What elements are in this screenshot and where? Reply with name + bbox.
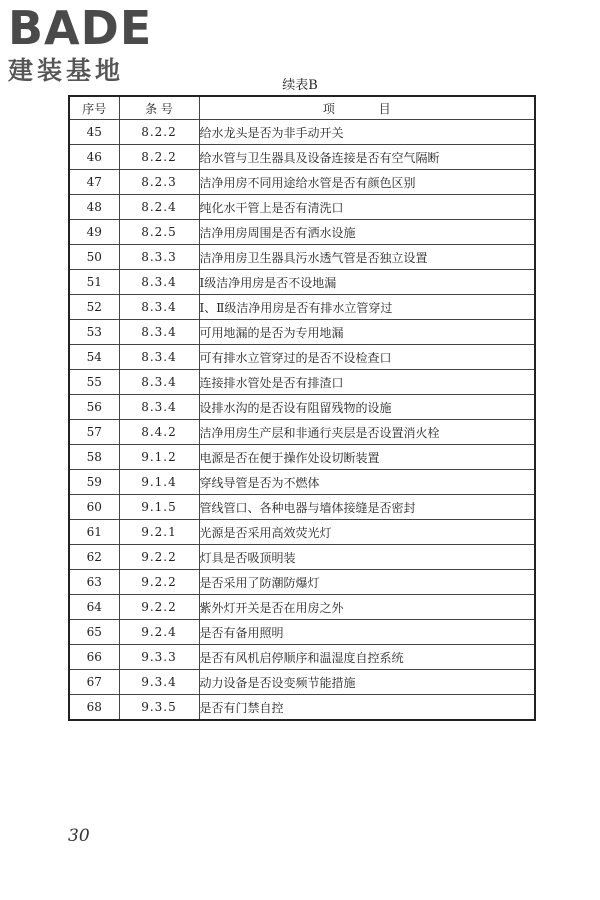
row-item-text: 灯具是否吸顶明装 xyxy=(199,545,535,570)
row-clause-number: 8.2.5 xyxy=(119,220,199,245)
row-clause-number: 9.2.2 xyxy=(119,570,199,595)
table-row xyxy=(69,420,535,445)
row-clause-number: 8.3.3 xyxy=(119,245,199,270)
row-clause-number: 9.2.1 xyxy=(119,520,199,545)
row-serial-number: 62 xyxy=(69,545,119,570)
row-serial-number: 58 xyxy=(69,445,119,470)
row-item-text: 洁净用房卫生器具污水透气管是否独立设置 xyxy=(199,245,535,270)
row-serial-number: 51 xyxy=(69,270,119,295)
row-clause-number: 9.2.2 xyxy=(119,595,199,620)
table-row xyxy=(69,695,535,721)
row-serial-number: 47 xyxy=(69,170,119,195)
row-clause-number: 8.2.2 xyxy=(119,120,199,145)
table-row xyxy=(69,345,535,370)
table-row xyxy=(69,320,535,345)
row-item-text: 是否采用了防潮防爆灯 xyxy=(199,570,535,595)
row-serial-number: 67 xyxy=(69,670,119,695)
row-clause-number: 9.1.5 xyxy=(119,495,199,520)
row-serial-number: 46 xyxy=(69,145,119,170)
row-clause-number: 8.3.4 xyxy=(119,370,199,395)
row-clause-number: 9.2.2 xyxy=(119,545,199,570)
table-row xyxy=(69,245,535,270)
row-serial-number: 56 xyxy=(69,395,119,420)
row-serial-number: 60 xyxy=(69,495,119,520)
table-row xyxy=(69,270,535,295)
header-serial-number: 序号 xyxy=(69,96,119,120)
table-caption: 续表B xyxy=(282,78,318,93)
inspection-table xyxy=(68,95,536,721)
row-item-text: 穿线导管是否为不燃体 xyxy=(199,470,535,495)
row-clause-number: 8.3.4 xyxy=(119,320,199,345)
row-item-text: 洁净用房生产层和非通行夹层是否设置消火栓 xyxy=(199,420,535,445)
table-row xyxy=(69,595,535,620)
row-item-text: 是否有门禁自控 xyxy=(199,695,535,721)
row-item-text: Ⅰ级洁净用房是否不设地漏 xyxy=(199,270,535,295)
row-serial-number: 65 xyxy=(69,620,119,645)
row-item-text: Ⅰ、Ⅱ级洁净用房是否有排水立管穿过 xyxy=(199,295,535,320)
row-serial-number: 45 xyxy=(69,120,119,145)
row-serial-number: 54 xyxy=(69,345,119,370)
row-clause-number: 8.3.4 xyxy=(119,270,199,295)
row-item-text: 光源是否采用高效荧光灯 xyxy=(199,520,535,545)
table-header-row xyxy=(69,96,535,120)
row-item-text: 是否有风机启停顺序和温湿度自控系统 xyxy=(199,645,535,670)
row-serial-number: 48 xyxy=(69,195,119,220)
row-clause-number: 8.3.4 xyxy=(119,295,199,320)
row-clause-number: 8.4.2 xyxy=(119,420,199,445)
page-number: 30 xyxy=(68,826,90,846)
row-clause-number: 9.1.2 xyxy=(119,445,199,470)
row-clause-number: 8.3.4 xyxy=(119,395,199,420)
row-serial-number: 49 xyxy=(69,220,119,245)
row-clause-number: 9.3.4 xyxy=(119,670,199,695)
table-row xyxy=(69,545,535,570)
row-item-text: 纯化水干管上是否有清洗口 xyxy=(199,195,535,220)
row-item-text: 洁净用房周围是否有洒水设施 xyxy=(199,220,535,245)
row-item-text: 设排水沟的是否设有阻留残物的设施 xyxy=(199,395,535,420)
row-item-text: 给水龙头是否为非手动开关 xyxy=(199,120,535,145)
logo-subtitle: 建装基地 xyxy=(8,56,125,85)
row-item-text: 给水管与卫生器具及设备连接是否有空气隔断 xyxy=(199,145,535,170)
table-row xyxy=(69,120,535,145)
row-item-text: 可用地漏的是否为专用地漏 xyxy=(199,320,535,345)
row-clause-number: 8.2.3 xyxy=(119,170,199,195)
table-row xyxy=(69,670,535,695)
row-serial-number: 57 xyxy=(69,420,119,445)
table-row xyxy=(69,620,535,645)
table-row xyxy=(69,145,535,170)
row-clause-number: 9.3.3 xyxy=(119,645,199,670)
row-item-text: 管线管口、各种电器与墙体接缝是否密封 xyxy=(199,495,535,520)
row-item-text: 连接排水管处是否有排渣口 xyxy=(199,370,535,395)
row-serial-number: 63 xyxy=(69,570,119,595)
row-clause-number: 8.2.2 xyxy=(119,145,199,170)
row-clause-number: 8.3.4 xyxy=(119,345,199,370)
row-serial-number: 53 xyxy=(69,320,119,345)
row-clause-number: 9.2.4 xyxy=(119,620,199,645)
row-item-text: 是否有备用照明 xyxy=(199,620,535,645)
table-row xyxy=(69,495,535,520)
table-row xyxy=(69,170,535,195)
table-row xyxy=(69,570,535,595)
row-clause-number: 8.2.4 xyxy=(119,195,199,220)
row-item-text: 洁净用房不同用途给水管是否有颜色区别 xyxy=(199,170,535,195)
row-serial-number: 61 xyxy=(69,520,119,545)
row-clause-number: 9.3.5 xyxy=(119,695,199,721)
table-row xyxy=(69,195,535,220)
row-item-text: 电源是否在便于操作处设切断装置 xyxy=(199,445,535,470)
table-row xyxy=(69,445,535,470)
table-row xyxy=(69,470,535,495)
row-serial-number: 68 xyxy=(69,695,119,721)
logo-brand-text: BADE xyxy=(8,1,153,55)
row-item-text: 动力设备是否设变频节能措施 xyxy=(199,670,535,695)
row-item-text: 可有排水立管穿过的是否不设检查口 xyxy=(199,345,535,370)
table-row xyxy=(69,370,535,395)
table-row xyxy=(69,520,535,545)
header-clause-number: 条 号 xyxy=(119,96,199,120)
row-serial-number: 55 xyxy=(69,370,119,395)
table-row xyxy=(69,395,535,420)
row-serial-number: 59 xyxy=(69,470,119,495)
table-row xyxy=(69,295,535,320)
row-serial-number: 52 xyxy=(69,295,119,320)
row-clause-number: 9.1.4 xyxy=(119,470,199,495)
table-row xyxy=(69,645,535,670)
row-serial-number: 66 xyxy=(69,645,119,670)
table-row xyxy=(69,220,535,245)
row-item-text: 紫外灯开关是否在用房之外 xyxy=(199,595,535,620)
row-serial-number: 50 xyxy=(69,245,119,270)
header-item: 项 目 xyxy=(199,96,535,120)
row-serial-number: 64 xyxy=(69,595,119,620)
